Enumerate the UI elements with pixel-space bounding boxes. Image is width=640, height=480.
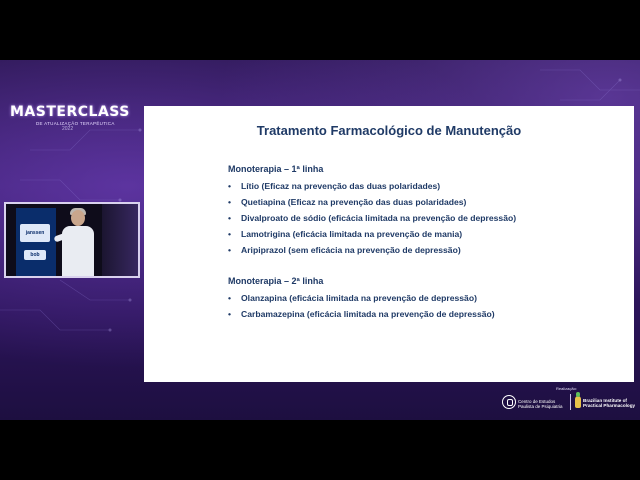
bullet-icon: •	[228, 197, 232, 207]
letterbox-bottom	[0, 420, 640, 480]
list-item: • Olanzapina (eficácia limitada na prevenção de depressão)	[228, 290, 495, 306]
list-item: • Aripiprazol (sem eficácia na prevenção de depressão)	[228, 242, 516, 258]
organizer-footer	[500, 386, 640, 420]
screen-sponsor-logo: janssen	[20, 224, 50, 242]
logo-year: 2022	[62, 126, 74, 132]
stage-screen	[16, 208, 56, 276]
footer-label: Realização:	[556, 386, 577, 391]
list-item: • Quetiapina (Eficaz na prevenção das duas polaridades)	[228, 194, 516, 210]
bullet-icon: •	[228, 181, 232, 191]
second-line-list	[228, 290, 495, 322]
pineapple-icon	[575, 396, 581, 408]
masterclass-logo	[10, 104, 140, 132]
list-item: • Divalproato de sódio (eficácia limitada na prevenção de depressão)	[228, 210, 516, 226]
logo-title: MASTERCLASS	[10, 104, 130, 120]
speaker-head	[71, 210, 85, 226]
list-item: • Lamotrigina (eficácia limitada na prevenção de mania)	[228, 226, 516, 242]
video-stage	[0, 60, 640, 420]
section-heading-first-line: Monoterapia – 1ª linha	[228, 164, 324, 174]
bullet-icon: •	[228, 229, 232, 239]
presentation-slide	[144, 106, 634, 382]
section-heading-second-line: Monoterapia – 2ª linha	[228, 276, 324, 286]
bullet-icon: •	[228, 309, 232, 319]
bullet-icon: •	[228, 213, 232, 223]
bullet-icon: •	[228, 293, 232, 303]
slide-title: Tratamento Farmacológico de Manutenção	[256, 123, 522, 138]
screen-sponsor-logo-2: bob	[24, 250, 46, 260]
org-cep-name: Centro de Estudos Paulista de Psiquiatria	[518, 399, 563, 409]
footer-divider	[570, 394, 571, 410]
logo-subtitle: DE ATUALIZAÇÃO TERAPÊUTICA	[36, 121, 115, 126]
bullet-icon: •	[228, 245, 232, 255]
speaker-video	[4, 202, 140, 278]
first-line-list	[228, 178, 516, 258]
list-item: • Lítio (Eficaz na prevenção das duas polaridades)	[228, 178, 516, 194]
org-bip-name: Brazilian Institute of Practical Pharmacology	[583, 398, 636, 408]
cep-icon	[502, 395, 516, 409]
letterbox-top	[0, 0, 640, 60]
video-background	[102, 204, 140, 278]
list-item: • Carbamazepina (eficácia limitada na prevenção de depressão)	[228, 306, 495, 322]
